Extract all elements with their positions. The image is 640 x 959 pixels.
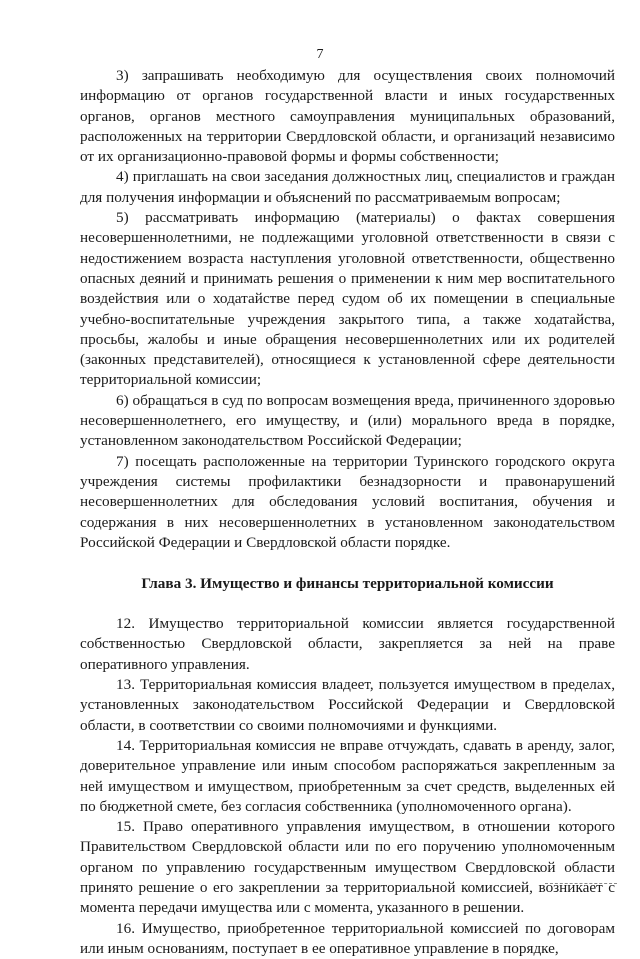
document-body [80, 66, 615, 959]
page-number: 7 [316, 47, 324, 62]
paragraph-13: 13. Территориальная комиссия владеет, пользуется имуществом в пределах, установленных законодательством Российской Федерации и Свердловской области, в соответствии со своими полномочиями и функциями. [80, 676, 615, 734]
scan-edge-line [545, 883, 617, 884]
list-item-4: 4) приглашать на свои заседания должностных лиц, специалистов и граждан для получения информации и объяснений по рассматриваемым вопросам; [80, 168, 615, 206]
paragraph-16: 16. Имущество, приобретенное территориальной комиссией по договорам или иным основаниям, поступает в ее оперативное управление в порядке, [80, 919, 615, 957]
paragraph-15: 15. Право оперативного управления имуществом, в отношении которого Правительством Свердловской области или по его поручению уполномоченным органом по управлению государственным имуществом Свердловской области принято решение о его закреплении за территориальной комиссией, возникает с момента передачи имущества или с момента, указанного в решении. [80, 818, 615, 917]
chapter-title: Глава 3. Имущество и финансы территориальной комиссии [141, 575, 554, 593]
list-item-3: 3) запрашивать необходимую для осуществления своих полномочий информацию от органов государственной власти и иных государственных органов, органов местного самоуправления муниципальных образований, расположенных на территории Свердловской области, и организаций независимо от их организационно-правовой формы и формы собственности; [80, 67, 615, 166]
paragraph-14: 14. Территориальная комиссия не вправе отчуждать, сдавать в аренду, залог, доверительное управление или иным способом распоряжаться закрепленным за ней имуществом и имуществом, приобретенным за счет средств, выделенных ей по бюджетной смете, без согласия собственника (уполномоченного органа). [80, 736, 615, 815]
list-item-6: 6) обращаться в суд по вопросам возмещения вреда, причиненного здоровью несовершеннолетнего, его имуществу, и (или) морального вреда в порядке, установленном законодательством Российской Федерации; [80, 391, 615, 450]
list-item-5: 5) рассматривать информацию (материалы) о фактах совершения несовершеннолетними, не подлежащими уголовной ответственности в связи с недостижением возраста наступления уголовной ответственности, общественно опасных деяний и принимать решения о применении к ним мер воспитательного воздействия или о ходатайстве перед судом об их помещении в специальные учебно-воспитательные учреждения закрытого типа, а также ходатайства, просьбы, жалобы и иные обращения несовершеннолетних или их родителей (законных представителей), относящиеся к установленной сфере деятельности территориальной комиссии; [80, 209, 615, 389]
list-item-7: 7) посещать расположенные на территории Туринского городского округа учреждения системы профилактики безнадзорности и правонарушений несовершеннолетних для обследования условий воспитания, обучения и содержания в них несовершеннолетних в установленном законодательством Российской Федерации и Свердловской области порядке. [80, 452, 615, 551]
paragraph-12: 12. Имущество территориальной комиссии является государственной собственностью Свердловской области, закрепляется за ней на праве оперативного управления. [80, 615, 615, 673]
